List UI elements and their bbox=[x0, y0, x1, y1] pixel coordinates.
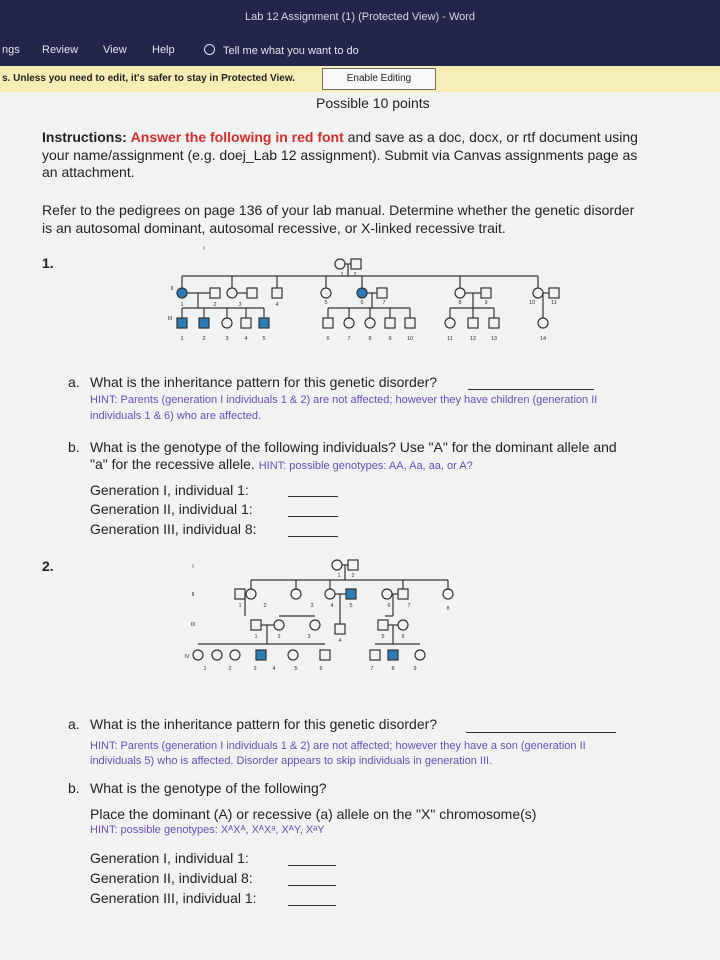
ped2-gen3-number: 2 bbox=[277, 634, 281, 640]
lightbulb-icon bbox=[204, 44, 215, 55]
ped2-gen-label-3: III bbox=[190, 622, 196, 628]
pedigree-2 bbox=[175, 554, 475, 702]
q1b-letter: b. bbox=[68, 439, 80, 455]
q2b-hint: HINT: possible genotypes: XᴬXᴬ, XᴬXᵃ, XᴬY, XᵃY bbox=[90, 824, 325, 836]
q1b-item-1: Generation I, individual 1: bbox=[90, 482, 249, 498]
ribbon-tabs bbox=[0, 36, 720, 66]
ped2-gen3-number: 3 bbox=[307, 634, 311, 640]
ped1-gen3-number: 1 bbox=[180, 336, 184, 342]
ped2-gen4-number: 3 bbox=[253, 666, 257, 672]
ped1-gen3-3 bbox=[222, 318, 232, 328]
ped1-gen3-5 bbox=[259, 318, 269, 328]
q2b-item-2: Generation II, individual 8: bbox=[90, 870, 253, 886]
ped2-gen4-number: 1 bbox=[203, 666, 207, 672]
instructions-line3: an attachment. bbox=[42, 164, 135, 180]
q2b-item-1-blank[interactable] bbox=[288, 865, 336, 866]
ped1-gen3-number: 14 bbox=[539, 336, 547, 342]
ped1-gen3-14 bbox=[538, 318, 548, 328]
ped2-gen2-7 bbox=[398, 589, 408, 599]
ped2-gen4-9 bbox=[415, 650, 425, 660]
ped2-gen2-4 bbox=[325, 589, 335, 599]
ped2-gen4-3 bbox=[230, 650, 240, 660]
ped1-gen2-2 bbox=[210, 288, 220, 298]
ped2-gen-label-2: II bbox=[191, 592, 195, 598]
ped2-gen4-number: 6 bbox=[319, 666, 323, 672]
ped1-gen3-13 bbox=[489, 318, 499, 328]
ped1-gen2-11 bbox=[533, 288, 543, 298]
ped1-gen3-4 bbox=[241, 318, 251, 328]
ped2-gen2-number: 5 bbox=[349, 603, 353, 609]
ped2-gen4-7 bbox=[370, 650, 380, 660]
ped2-gen4-number: 2 bbox=[228, 666, 232, 672]
pedigree-1 bbox=[160, 242, 580, 354]
ped1-gen2-number: 3 bbox=[238, 302, 242, 308]
ped1-gen2-6 bbox=[321, 288, 331, 298]
instructions-line1 bbox=[42, 129, 638, 145]
ped2-gen2-number: 2 bbox=[263, 603, 267, 609]
q1b-item-2: Generation II, individual 1: bbox=[90, 501, 253, 517]
refer-line1: Refer to the pedigrees on page 136 of your lab manual. Determine whether the genetic disorder bbox=[42, 202, 635, 218]
protected-view-bar bbox=[0, 66, 720, 93]
q2a-answer-blank[interactable] bbox=[466, 732, 616, 733]
ped2-gen1-female-1 bbox=[332, 560, 342, 570]
ped2-gen2-6 bbox=[382, 589, 392, 599]
ped1-gen2-5 bbox=[272, 288, 282, 298]
q1b-question-line2-text: "a" for the recessive allele. bbox=[90, 456, 255, 472]
ped2-gen2-8 bbox=[443, 589, 453, 599]
ped1-gen2-number: 9 bbox=[484, 300, 488, 306]
ped1-gen3-number: 12 bbox=[469, 336, 477, 342]
ped1-gen3-11 bbox=[445, 318, 455, 328]
tab-view[interactable]: View bbox=[103, 44, 127, 56]
ped1-gen1-number: 2 bbox=[353, 272, 357, 278]
ped2-gen1-male-2 bbox=[348, 560, 358, 570]
ped1-gen2-number: 2 bbox=[213, 302, 217, 308]
ped2-gen2-5 bbox=[346, 589, 356, 599]
ped1-gen3-10 bbox=[405, 318, 415, 328]
q2b-letter: b. bbox=[68, 780, 80, 796]
ped2-gen2-number: 7 bbox=[407, 603, 411, 609]
ped1-gen3-7 bbox=[344, 318, 354, 328]
document-page bbox=[0, 92, 720, 960]
ped1-gen3-number: 6 bbox=[326, 336, 330, 342]
ped1-gen3-number: 8 bbox=[368, 336, 372, 342]
q1a-answer-blank[interactable] bbox=[468, 389, 594, 390]
ped1-gen2-9 bbox=[455, 288, 465, 298]
instructions-line2: your name/assignment (e.g. doej_Lab 12 assignment). Submit via Canvas assignments page as bbox=[42, 147, 638, 163]
ped2-gen4-number: 8 bbox=[391, 666, 395, 672]
title-bar bbox=[0, 0, 720, 36]
ped2-gen2-2 bbox=[246, 589, 256, 599]
ped1-gen1-number: 1 bbox=[340, 272, 344, 278]
question-2-number: 2. bbox=[42, 558, 54, 574]
ped1-gen3-number: 4 bbox=[244, 336, 248, 342]
ped1-gen2-4 bbox=[247, 288, 257, 298]
ped2-gen3-number: 5 bbox=[381, 634, 385, 640]
q1b-item-1-blank[interactable] bbox=[288, 496, 338, 497]
ped1-gen3-number: 10 bbox=[406, 336, 414, 342]
ped1-gen3-12 bbox=[468, 318, 478, 328]
ped1-gen-label-1: I bbox=[203, 246, 205, 252]
ped2-gen4-8 bbox=[388, 650, 398, 660]
ped2-gen2-number: 6 bbox=[387, 603, 391, 609]
ped2-gen3-5 bbox=[378, 620, 388, 630]
ped2-gen2-1 bbox=[235, 589, 245, 599]
ped1-gen3-9 bbox=[385, 318, 395, 328]
q2b-item-2-blank[interactable] bbox=[288, 885, 336, 886]
ped1-gen3-number: 7 bbox=[347, 336, 351, 342]
ped2-gen3-6 bbox=[398, 620, 408, 630]
q2a-question: What is the inheritance pattern for this genetic disorder? bbox=[90, 716, 438, 732]
ped2-gen1-number: 2 bbox=[351, 573, 355, 579]
ped1-gen1-male-2 bbox=[351, 259, 361, 269]
ped1-gen1-female-1 bbox=[335, 259, 345, 269]
tell-me-box[interactable] bbox=[204, 44, 359, 57]
tab-partial[interactable]: ngs bbox=[2, 44, 20, 56]
q1a-letter: a. bbox=[68, 374, 80, 390]
q1a-hint-line2: individuals 1 & 6) who are affected. bbox=[90, 410, 262, 422]
ped1-gen2-number: 4 bbox=[275, 302, 279, 308]
ped2-gen3-number: 6 bbox=[401, 634, 405, 640]
question-1-number: 1. bbox=[42, 255, 54, 271]
ped1-gen-label-3: III bbox=[167, 316, 173, 322]
ped1-gen2-7 bbox=[357, 288, 367, 298]
q1b-hint: HINT: possible genotypes: AA, Aa, aa, or A? bbox=[258, 460, 473, 472]
ped1-gen3-number: 5 bbox=[262, 336, 266, 342]
ped2-gen1-number: 1 bbox=[337, 573, 341, 579]
ped2-gen4-number: 5 bbox=[294, 666, 298, 672]
q1b-item-3: Generation III, individual 8: bbox=[90, 521, 257, 537]
ped1-gen3-number: 2 bbox=[202, 336, 206, 342]
ped1-gen2-number: 5 bbox=[324, 300, 328, 306]
ped2-gen4-5 bbox=[288, 650, 298, 660]
q2b-item-1: Generation I, individual 1: bbox=[90, 850, 249, 866]
tab-review[interactable]: Review bbox=[42, 44, 79, 56]
window-title: Lab 12 Assignment (1) (Protected View) - Word bbox=[244, 11, 476, 23]
instructions-rest: and save as a doc, docx, or rtf document using bbox=[343, 129, 638, 145]
ped1-gen2-number: 11 bbox=[551, 300, 557, 306]
q2a-hint-line1: HINT: Parents (generation I individuals 1 & 2) are not affected; however they have a son (generation II bbox=[90, 740, 586, 752]
instructions-label: Instructions: bbox=[42, 129, 127, 145]
points-heading: Possible 10 points bbox=[316, 95, 430, 111]
ped2-gen2-number: 1 bbox=[238, 603, 242, 609]
tab-help[interactable]: Help bbox=[152, 44, 175, 56]
q1b-item-3-blank[interactable] bbox=[288, 536, 338, 537]
q2b-item-3-blank[interactable] bbox=[288, 905, 336, 906]
ped2-gen2-number: 8 bbox=[446, 606, 450, 612]
ped1-gen2-3 bbox=[227, 288, 237, 298]
q1b-question-line2 bbox=[90, 456, 473, 474]
ped1-gen2-1 bbox=[177, 288, 187, 298]
ped2-gen4-4 bbox=[256, 650, 266, 660]
q2a-hint-line2: individuals 5) who is affected. Disorder appears to skip individuals in generation III. bbox=[90, 755, 493, 767]
ped1-gen3-number: 11 bbox=[447, 336, 453, 342]
ped2-gen4-2 bbox=[212, 650, 222, 660]
ped2-gen4-number: 4 bbox=[272, 666, 276, 672]
q1a-question: What is the inheritance pattern for this genetic disorder? bbox=[90, 374, 438, 390]
ped1-gen3-6 bbox=[323, 318, 333, 328]
q2b-item-3: Generation III, individual 1: bbox=[90, 890, 257, 906]
ped1-gen2-12 bbox=[549, 288, 559, 298]
ped2-gen2-3 bbox=[291, 589, 301, 599]
q1b-item-2-blank[interactable] bbox=[288, 516, 338, 517]
ped2-gen3-2 bbox=[274, 620, 284, 630]
ped1-gen3-number: 3 bbox=[225, 336, 229, 342]
q1b-question-line1: What is the genotype of the following individuals? Use "A" for the dominant allele and bbox=[90, 439, 617, 455]
q2a-letter: a. bbox=[68, 716, 80, 732]
ped1-gen2-number: 1 bbox=[180, 302, 184, 308]
ped1-gen2-number: 8 bbox=[458, 300, 462, 306]
protected-view-message: s. Unless you need to edit, it's safer to stay in Protected View. bbox=[2, 73, 296, 84]
ped2-gen-label-1: I bbox=[192, 564, 194, 570]
ped2-gen4-1 bbox=[193, 650, 203, 660]
q2b-question: What is the genotype of the following? bbox=[90, 780, 327, 796]
enable-editing-button[interactable]: Enable Editing bbox=[322, 68, 436, 90]
ped2-gen3-3 bbox=[310, 620, 320, 630]
ped2-gen3-number: 1 bbox=[254, 634, 258, 640]
ped1-gen2-8 bbox=[377, 288, 387, 298]
ped2-gen3-number: 4 bbox=[338, 638, 342, 644]
tell-me-text: Tell me what you want to do bbox=[223, 45, 359, 57]
ped1-gen3-8 bbox=[365, 318, 375, 328]
ped1-gen2-10 bbox=[481, 288, 491, 298]
ped1-gen3-1 bbox=[177, 318, 187, 328]
ped2-gen4-number: 7 bbox=[370, 666, 374, 672]
ped2-gen3-4 bbox=[335, 624, 345, 634]
instructions-red-text: Answer the following in red font bbox=[130, 129, 344, 145]
ped1-gen2-number: 7 bbox=[382, 300, 386, 306]
ped1-gen2-number: 6 bbox=[360, 300, 364, 306]
ped1-gen3-2 bbox=[199, 318, 209, 328]
ped1-gen3-number: 9 bbox=[388, 336, 392, 342]
q2b-instruction: Place the dominant (A) or recessive (a) allele on the "X" chromosome(s) bbox=[90, 806, 537, 822]
ped2-gen3-1 bbox=[251, 620, 261, 630]
ped1-gen2-number: 10 bbox=[528, 300, 536, 306]
refer-line2: is an autosomal dominant, autosomal recessive, or X-linked recessive trait. bbox=[42, 220, 506, 236]
ped2-gen4-6 bbox=[320, 650, 330, 660]
ped1-gen3-number: 13 bbox=[490, 336, 498, 342]
ped2-gen2-number: 3 bbox=[310, 603, 314, 609]
ped2-gen2-number: 4 bbox=[330, 603, 334, 609]
q1a-hint-line1: HINT: Parents (generation I individuals 1 & 2) are not affected; however they have children (generation II bbox=[90, 394, 598, 406]
ped1-gen-label-2: II bbox=[170, 286, 174, 292]
ped2-gen-label-4: IV bbox=[184, 654, 190, 660]
ped2-gen4-number: 9 bbox=[413, 666, 417, 672]
